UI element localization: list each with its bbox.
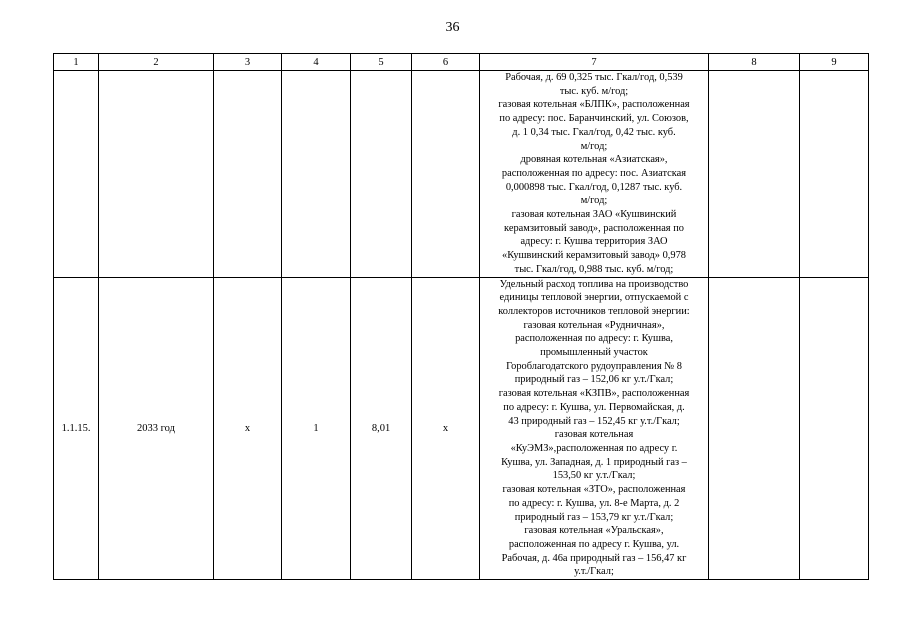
table-cell-item-number: 1.1.15. [54, 277, 99, 579]
table-row [54, 277, 869, 579]
table-cell [709, 277, 800, 579]
table-cell: 1 [282, 277, 351, 579]
column-header: 3 [214, 54, 282, 71]
table-cell [282, 71, 351, 278]
table-cell-year: 2033 год [99, 277, 214, 579]
table-cell [709, 71, 800, 278]
table-cell: х [412, 277, 480, 579]
column-header: 2 [99, 54, 214, 71]
column-header: 1 [54, 54, 99, 71]
table-cell: 8,01 [351, 277, 412, 579]
table-row [54, 71, 869, 278]
table-cell: х [214, 277, 282, 579]
table-cell [351, 71, 412, 278]
page-number: 36 [445, 20, 460, 35]
data-table [53, 53, 869, 580]
table-cell [214, 71, 282, 278]
table-cell [800, 277, 869, 579]
column-header: 4 [282, 54, 351, 71]
column-header: 7 [480, 54, 709, 71]
table-cell [412, 71, 480, 278]
column-header: 9 [800, 54, 869, 71]
table-cell [99, 71, 214, 278]
table-cell-description: Рабочая, д. 69 0,325 тыс. Гкал/год, 0,539 тыс. куб. м/год; газовая котельная «БЛПК», расположенная по адресу: пос. Баранчинский, ул. Союзов, д. 1 0,34 тыс. Гкал/год, 0,42 тыс. куб. м/год; дровяная котельная «Азиатская», расположенная по адресу: пос. Азиатская 0,000898 тыс. Гкал/год, 0,1287 тыс. куб. м/год; газовая котельная ЗАО «Кушвинский керамзитовый завод», расположенная по адресу: г. Кушва территория ЗАО «Кушвинский керамзитовый завод» 0,978 тыс. Гкал/год, 0,988 тыс. куб. м/год; [480, 71, 709, 278]
table-cell [800, 71, 869, 278]
column-header: 5 [351, 54, 412, 71]
table-header-row [54, 54, 869, 71]
table-cell-description: Удельный расход топлива на производство единицы тепловой энергии, отпускаемой с коллекторов источников тепловой энергии: газовая котельная «Рудничная», расположенная по адресу: г. Кушва, промышленный участок Гороблагодатского рудоуправления № 8 природный газ – 152,06 кг у.т./Гкал; газовая котельная «КЗПВ», расположенная по адресу: г. Кушва, ул. Первомайская, д. 43 природный газ – 152,45 кг у.т./Гкал; газовая котельная «КуЭМЗ»,расположенная по адресу г. Кушва, ул. Западная, д. 1 природный газ – 153,50 кг у.т./Гкал; газовая котельная «ЗТО», расположенная по адресу: г. Кушва, ул. 8-е Марта, д. 2 природный газ – 153,79 кг у.т./Гкал; газовая котельная «Уральская», расположенная по адресу г. Кушва, ул. Рабочая, д. 46а природный газ – 156,47 кг у.т./Гкал; [480, 277, 709, 579]
column-header: 6 [412, 54, 480, 71]
table-cell [54, 71, 99, 278]
column-header: 8 [709, 54, 800, 71]
